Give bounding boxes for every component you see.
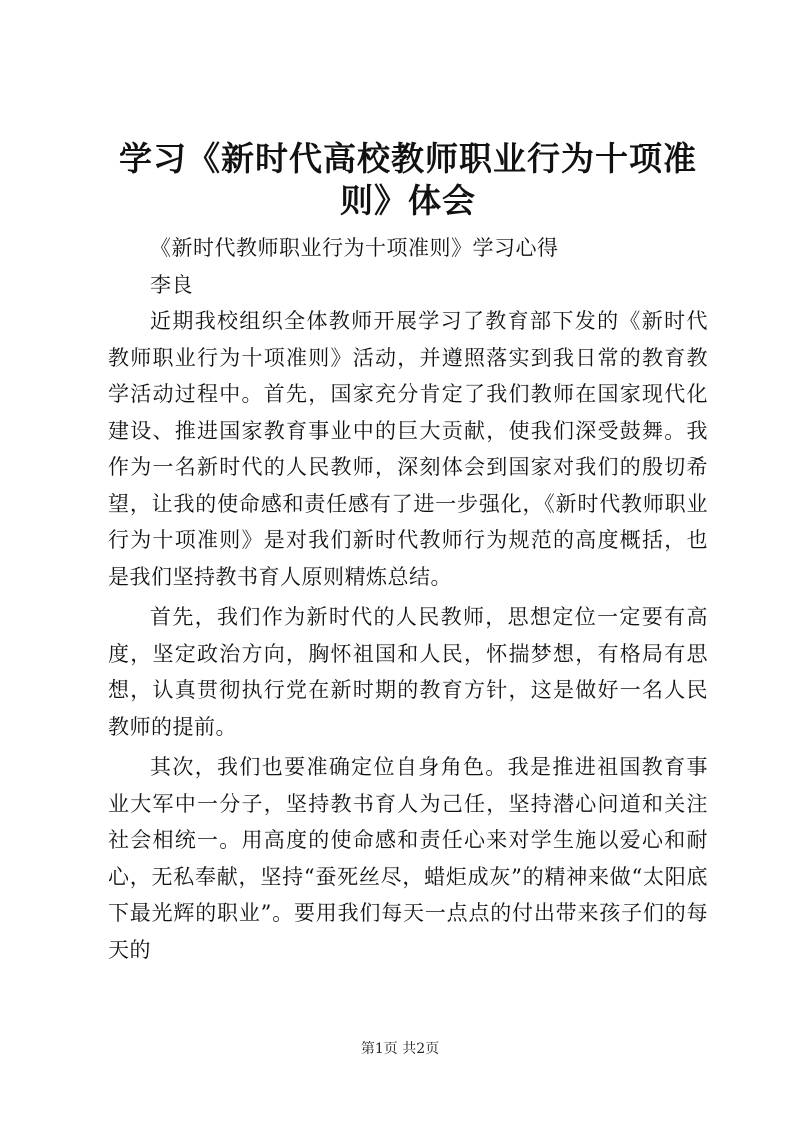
page-footer: 第1页 共2页 <box>360 1041 440 1057</box>
document-author: 李良 <box>150 272 193 297</box>
paragraph-2: 首先，我们作为新时代的人民教师，思想定位一定要有高度，坚定政治方向，胸怀祖国和人民，怀揣梦想，有格局有思想，认真贯彻执行党在新时期的教育方针，这是做好一名人民教师的提前。 <box>108 605 708 739</box>
document-subtitle: 《新时代教师职业行为十项准则》学习心得 <box>150 236 559 260</box>
document-title: 学习《新时代高校教师职业行为十项准则》体会 <box>119 139 697 220</box>
paragraph-3: 其次，我们也要准确定位自身角色。我是推进祖国教育事业大军中一分子，坚持教书育人为己任，坚持潜心问道和关注社会相统一。用高度的使命感和责任心来对学生施以爱心和耐心，无私奉献，坚持“蚕死丝尽，蜡炬成灰”的精神来做“太阳底下最光辉的职业”。要用我们每天一点点的付出带来孩子们的每天的 <box>108 755 708 962</box>
document-page <box>108 138 708 968</box>
paragraph-1: 近期我校组织全体教师开展学习了教育部下发的《新时代教师职业行为十项准则》活动，并遵照落实到我日常的教育教学活动过程中。首先，国家充分肯定了我们教师在国家现代化建设、推进国家教育事业中的巨大贡献，使我们深受鼓舞。我作为一名新时代的人民教师，深刻体会到国家对我们的殷切希望，让我的使命感和责任感有了进一步强化，《新时代教师职业行为十项准则》是对我们新时代教师行为规范的高度概括，也是我们坚持教书育人原则精炼总结。 <box>108 309 708 589</box>
